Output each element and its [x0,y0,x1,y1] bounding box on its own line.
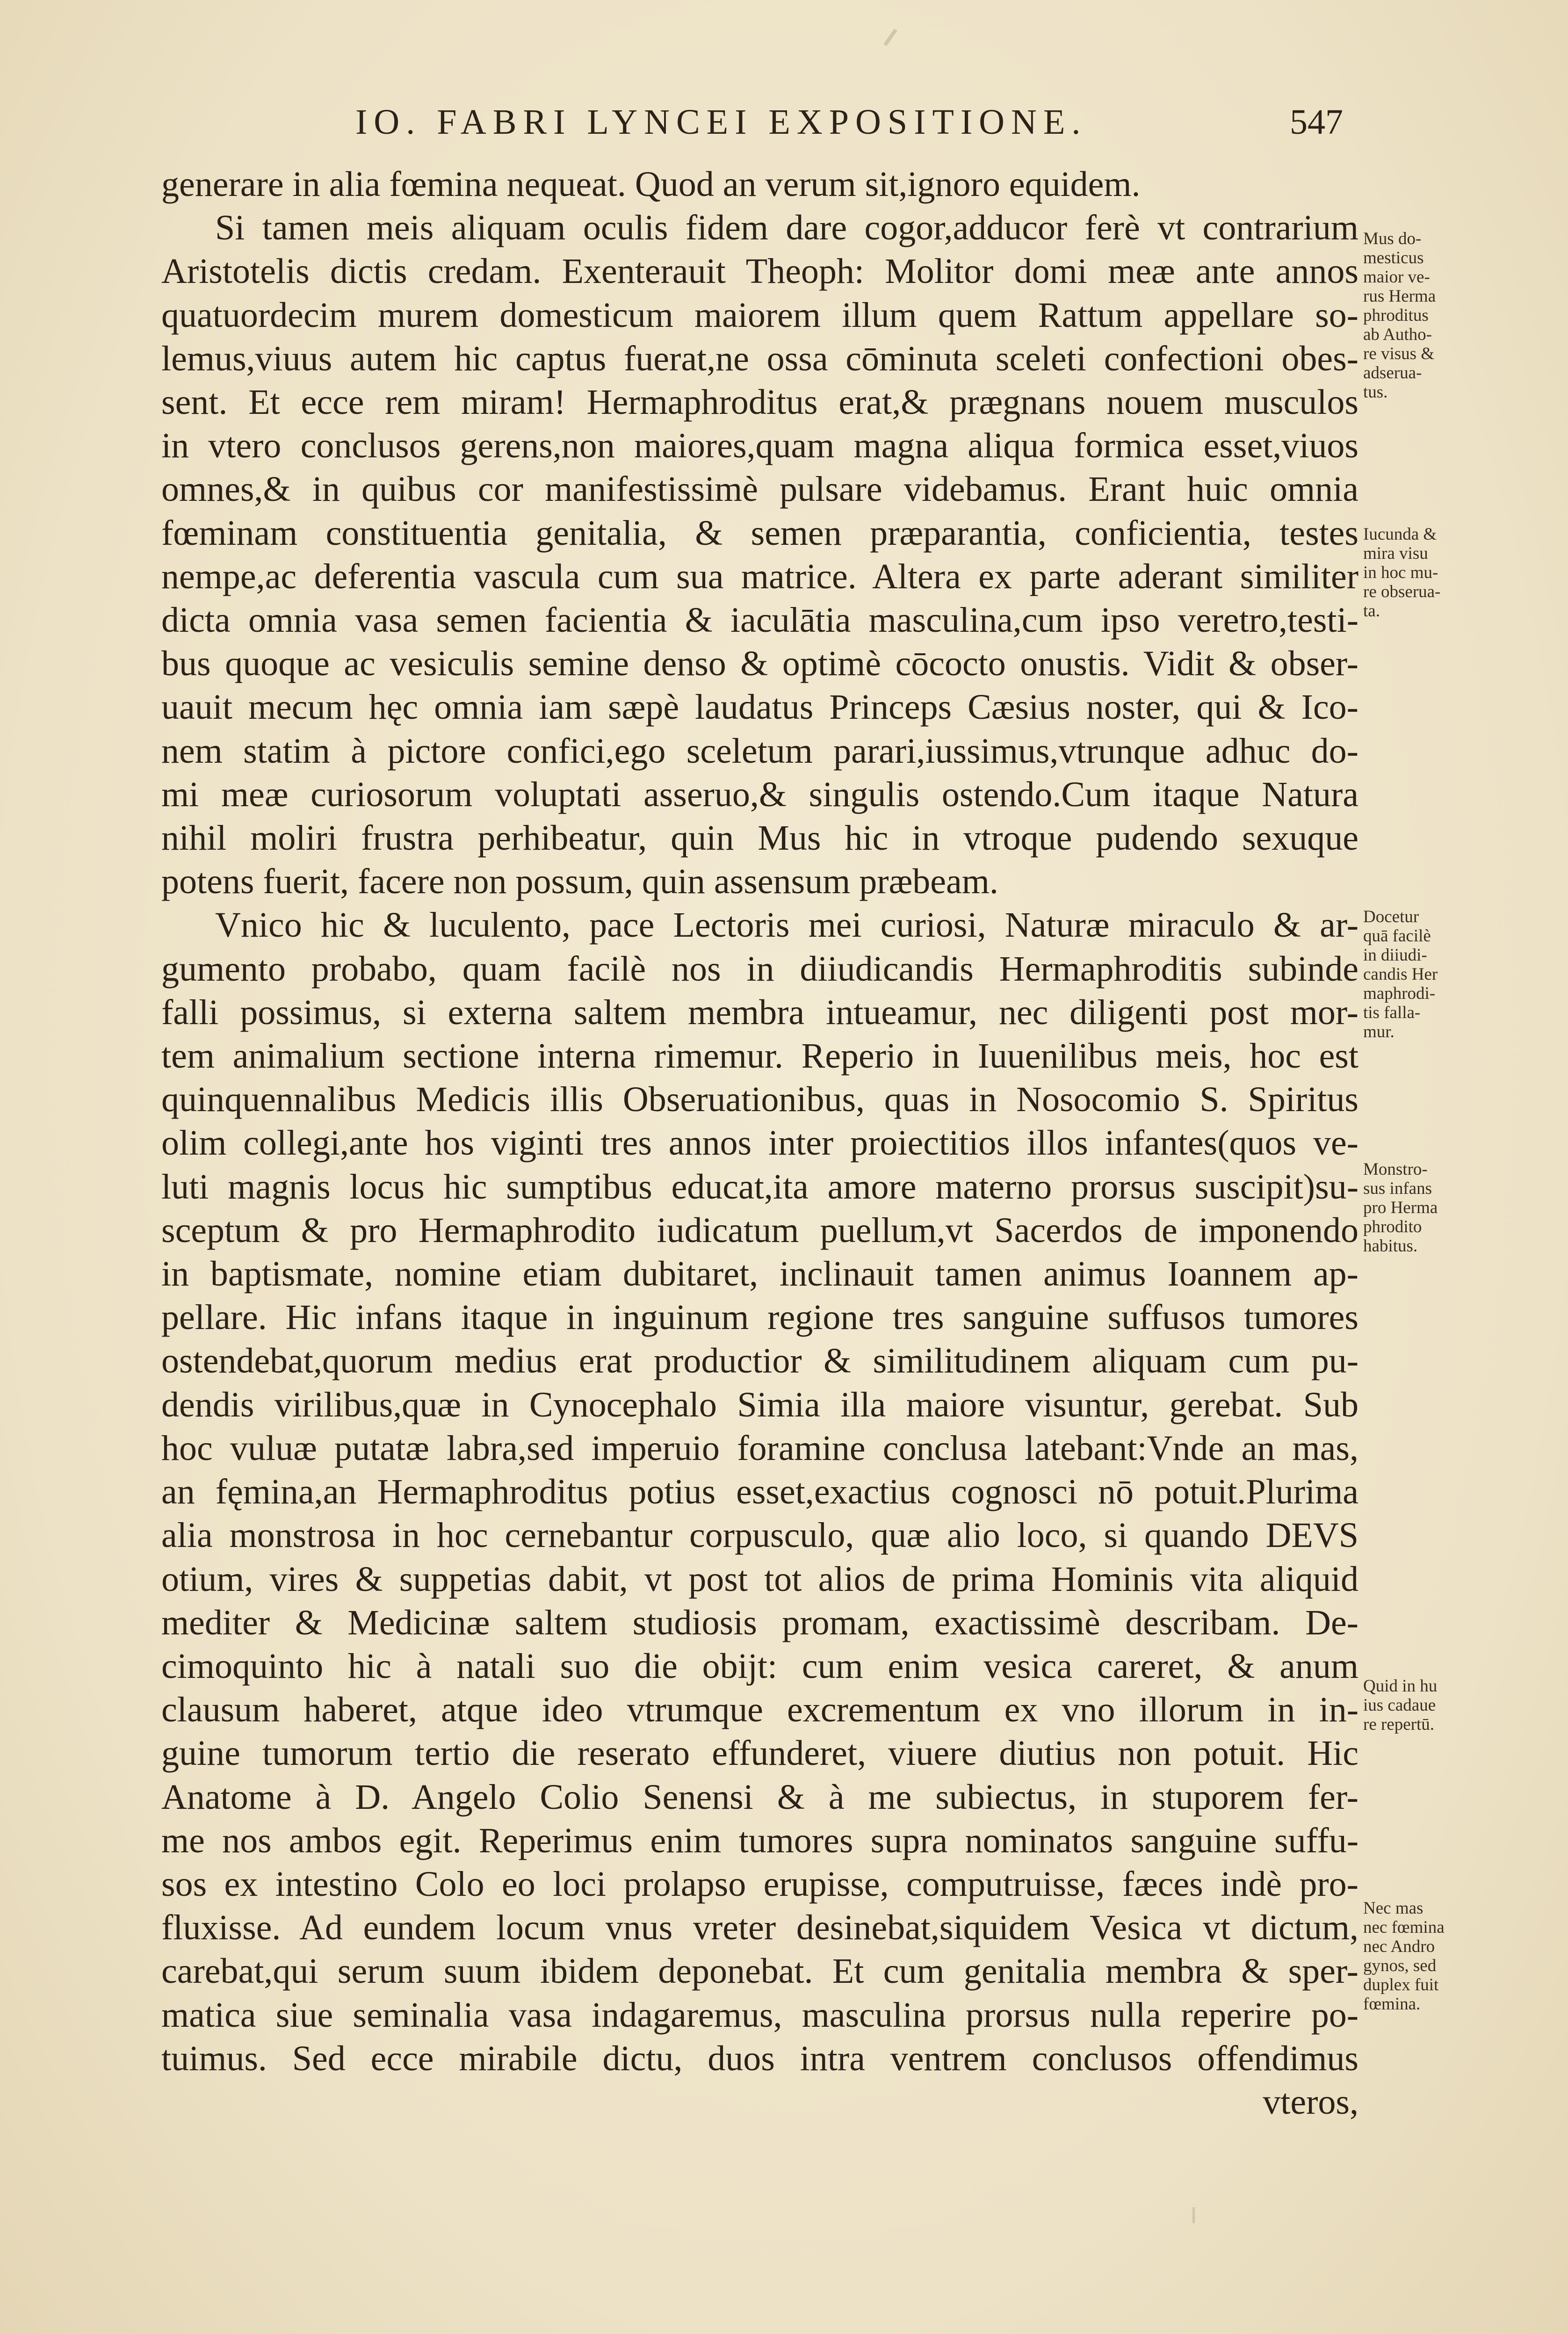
text-line: matica siue seminalia vasa indagaremus, masculina prorsus nulla reperire po- [161,1995,1358,2035]
text-line: mediter & Medicinæ saltem studiosis promam, exactissimè describam. De- [161,1603,1358,1642]
text-line: in baptismate, nomine etiam dubitaret, inclinauit tamen animus Ioannem ap- [161,1254,1358,1294]
text-line: mi meæ curiosorum voluptati asseruo,& singulis ostendo.Cum itaque Natura [161,774,1358,814]
text-line: carebat,qui serum suum ibidem deponebat. Et cum genitalia membra & sper- [161,1951,1358,1991]
text-line: quinquennalibus Medicis illis Obseruationibus, quas in Nosocomio S. Spiritus [161,1080,1358,1120]
text-line: bus quoque ac vesiculis semine denso & optimè cōcocto onustis. Vidit & obser- [161,644,1358,684]
text-line: guine tumorum tertio die reserato effunderet, viuere diutius non potuit. Hic [161,1734,1358,1773]
main-text-block [161,163,1358,2124]
text-line: falli possimus, si externa saltem membra intueamur, nec diligenti post mor- [161,992,1358,1032]
catchword: vteros, [1263,2082,1358,2122]
text-line: Anatome à D. Angelo Colio Senensi & à me subiectus, in stuporem fer- [161,1777,1358,1817]
text-line: uauit mecum hęc omnia iam sæpè laudatus Princeps Cæsius noster, qui & Ico- [161,687,1358,727]
text-line: pellare. Hic infans itaque in inguinum regione tres sanguine suffusos tumores [161,1298,1358,1337]
text-line: omnes,& in quibus cor manifestissimè pulsare videbamus. Erant huic omnia [161,470,1358,509]
text-line: generare in alia fœmina nequeat. Quod an verum sit,ignoro equidem. [161,165,1141,204]
text-line: sent. Et ecce rem miram! Hermaphroditus erat,& prægnans nouem musculos [161,383,1358,422]
text-line: an fęmina,an Hermaphroditus potius esset,exactius cognosci nō potuit.Plurima [161,1472,1358,1512]
text-line: alia monstrosa in hoc cernebantur corpusculo, quæ alio loco, si quando DEVS [161,1516,1358,1555]
text-line: cimoquinto hic à natali suo die obijt: cum enim vesica careret, & anum [161,1646,1358,1686]
text-line: tuimus. Sed ecce mirabile dictu, duos intra ventrem conclusos offendimus [161,2038,1358,2078]
page-number: 547 [1290,102,1343,142]
text-line: luti magnis locus hic sumptibus educat,ita amore materno prorsus suscipit)su- [161,1167,1358,1207]
text-line: dicta omnia vasa semen facientia & iaculātia masculina,cum ipso veretro,testi- [161,600,1358,640]
text-line: Si tamen meis aliquam oculis fidem dare cogor,adducor ferè vt contrarium [215,208,1358,248]
text-line: otium, vires & suppetias dabit, vt post tot alios de prima Hominis vita aliquid [161,1559,1358,1599]
text-line: potens fuerit, facere non possum, quin assensum præbeam. [161,862,998,902]
text-line: lemus,viuus autem hic captus fuerat,ne ossa cōminuta sceleti confectioni obes- [161,339,1358,378]
margin-note: Nec mas nec fœmina nec Andro gynos, sed duplex fuit fœmina. [1363,1899,1445,2014]
text-line: nempe,ac deferentia vascula cum sua matrice. Altera ex parte aderant similiter [161,556,1358,596]
text-line: me nos ambos egit. Reperimus enim tumores supra nominatos sanguine suffu- [161,1821,1358,1860]
text-line: in vtero conclusos gerens,non maiores,quam magna aliqua formica esset,viuos [161,426,1358,466]
text-line: ostendebat,quorum medius erat productior & similitudinem aliquam cum pu- [161,1341,1358,1381]
margin-note: Docetur quā facilè in diiudi- candis Her maphrodi- tis falla- mur. [1363,907,1438,1041]
margin-note: Monstro- sus infans pro Herma phrodito habitus. [1363,1160,1438,1256]
text-line: hoc vuluæ putatæ labra,sed imperuio foramine conclusa latebant:Vnde an mas, [161,1428,1358,1468]
text-line: sos ex intestino Colo eo loci prolapso erupisse, computruisse, fæces indè pro- [161,1864,1358,1904]
text-line: fœminam constituentia genitalia, & semen præparantia, conficientia, testes [161,513,1358,553]
running-title: IO. FABRI LYNCEI EXPOSITIONE. [355,102,1087,142]
text-line: tem animalium sectione interna rimemur. Reperio in Iuuenilibus meis, hoc est [161,1036,1358,1076]
text-line: fluxisse. Ad eundem locum vnus vreter desinebat,siquidem Vesica vt dictum, [161,1908,1358,1948]
text-line: nihil moliri frustra perhibeatur, quin Mus hic in vtroque pudendo sexuque [161,818,1358,858]
text-line: Aristotelis dictis credam. Exenterauit Theoph: Molitor domi meæ ante annos [161,252,1358,291]
paper-mark [1192,2207,1195,2223]
text-line: nem statim à pictore confici,ego sceletum parari,iussimus,vtrunque adhuc do- [161,731,1358,771]
text-line: dendis virilibus,quæ in Cynocephalo Simia illa maiore visuntur, gerebat. Sub [161,1385,1358,1424]
text-line: gumento probabo, quam facilè nos in diiudicandis Hermaphroditis subinde [161,949,1358,989]
marginalia-column [1363,0,1550,2334]
margin-note: Iucunda & mira visu in hoc mu- re obserua- ta. [1363,525,1441,621]
text-line: Vnico hic & luculento, pace Lectoris mei curiosi, Naturæ miraculo & ar- [215,905,1358,945]
margin-note: Mus do- mesticus maior ve- rus Herma phroditus ab Autho- re visus & adserua- tus. [1363,229,1436,402]
text-line: sceptum & pro Hermaphrodito iudicatum puellum,vt Sacerdos de imponendo [161,1210,1358,1250]
text-line: olim collegi,ante hos viginti tres annos inter proiectitios illos infantes(quos ve- [161,1123,1358,1163]
margin-note: Quid in hu ius cadaue re repertū. [1363,1676,1438,1734]
paper-mark [883,29,897,46]
text-line: quatuordecim murem domesticum maiorem illum quem Rattum appellare so- [161,295,1358,335]
text-line: clausum haberet, atque ideo vtrumque excrementum ex vno illorum in in- [161,1690,1358,1730]
running-header [355,102,1478,153]
